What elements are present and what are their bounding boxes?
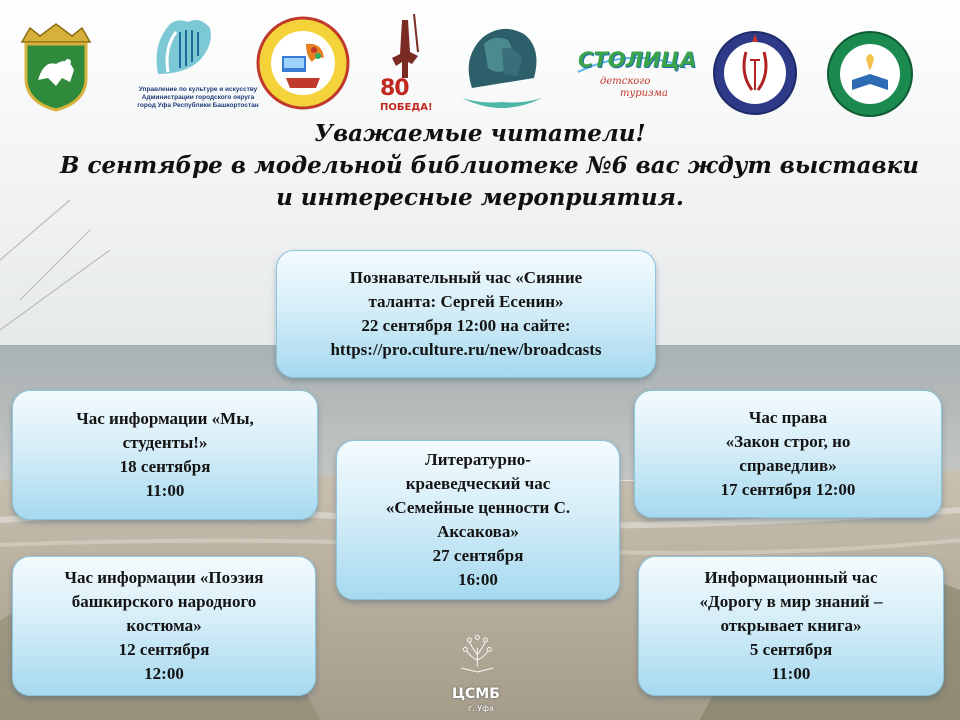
stolitsa-sub2: туризма: [620, 88, 668, 99]
heading-greeting: Уважаемые читатели!: [314, 120, 646, 147]
event-time: 11:00: [145, 481, 185, 500]
event-card-costume: [12, 556, 316, 696]
event-line: костюма»: [126, 616, 202, 635]
event-card-law: [634, 390, 942, 518]
stolitsa-title: СТОЛИЦА: [578, 48, 697, 72]
event-date: 5 сентября: [749, 640, 833, 659]
tsmb-tree-logo: [444, 628, 520, 688]
page-heading: [60, 118, 919, 214]
event-line: открывает книга»: [720, 616, 862, 635]
event-date: 27 сентября: [432, 546, 524, 565]
youth-library-round-logo: [256, 16, 350, 110]
culture-department-line2: Администрации городского округа: [141, 94, 255, 101]
music-lyre-logo: [712, 30, 798, 116]
event-line: Час информации «Поэзия: [64, 568, 264, 587]
event-time: 11:00: [771, 664, 811, 683]
event-line: Информационный час: [704, 568, 878, 587]
tsmb-label: ЦСМБ: [452, 686, 500, 702]
victory-word: ПОБЕДА!: [380, 102, 433, 113]
culture-department-caption: [118, 86, 278, 110]
victory-80-number: 80: [380, 76, 409, 101]
soldiers-memorial-logo: [452, 18, 552, 114]
heading-line2: В сентябре в модельной библиотеке №6 вас ждут выставки: [60, 152, 919, 179]
culture-department-line1: Управление по культуре и искусству: [138, 86, 258, 93]
event-line: «Закон строг, но: [725, 432, 851, 451]
heading-line3: и интересные мероприятия.: [276, 184, 684, 211]
event-line: Аксакова»: [437, 522, 519, 541]
culture-department-logo: [148, 14, 218, 86]
event-card-esenin: [276, 250, 656, 378]
education-emblem-logo: [826, 30, 914, 118]
event-card-aksakov: [336, 440, 620, 600]
event-line: Литературно-: [425, 450, 531, 469]
event-time: 12:00: [144, 664, 184, 683]
event-line: справедлив»: [739, 456, 837, 475]
event-date-time: 17 сентября 12:00: [720, 480, 856, 499]
event-line: 22 сентября 12:00 на сайте:: [361, 316, 571, 335]
event-link-text: https://pro.culture.ru/new/broadcasts: [330, 340, 602, 359]
logos-row: [0, 8, 960, 118]
event-line: Час права: [748, 408, 828, 427]
event-line: студенты!»: [122, 433, 208, 452]
stolitsa-sub1: детского: [600, 76, 651, 87]
event-line: Познавательный час «Сияние: [349, 268, 583, 287]
event-line: «Семейные ценности С.: [385, 498, 571, 517]
ufa-coat-of-arms-logo: [10, 20, 102, 112]
culture-department-line3: город Уфа Республики Башкортостан: [137, 102, 259, 109]
event-line: таланта: Сергей Есенин»: [368, 292, 564, 311]
event-card-knowledge: [638, 556, 944, 696]
event-time: 16:00: [458, 570, 498, 589]
event-line: краеведческий час: [405, 474, 551, 493]
event-date: 18 сентября: [119, 457, 211, 476]
event-line: «Дорогу в мир знаний –: [699, 592, 883, 611]
event-card-students: [12, 390, 318, 520]
tsmb-city: г. Уфа: [468, 704, 494, 713]
event-line: Час информации «Мы,: [76, 409, 254, 428]
event-line: башкирского народного: [71, 592, 257, 611]
event-date: 12 сентября: [118, 640, 210, 659]
